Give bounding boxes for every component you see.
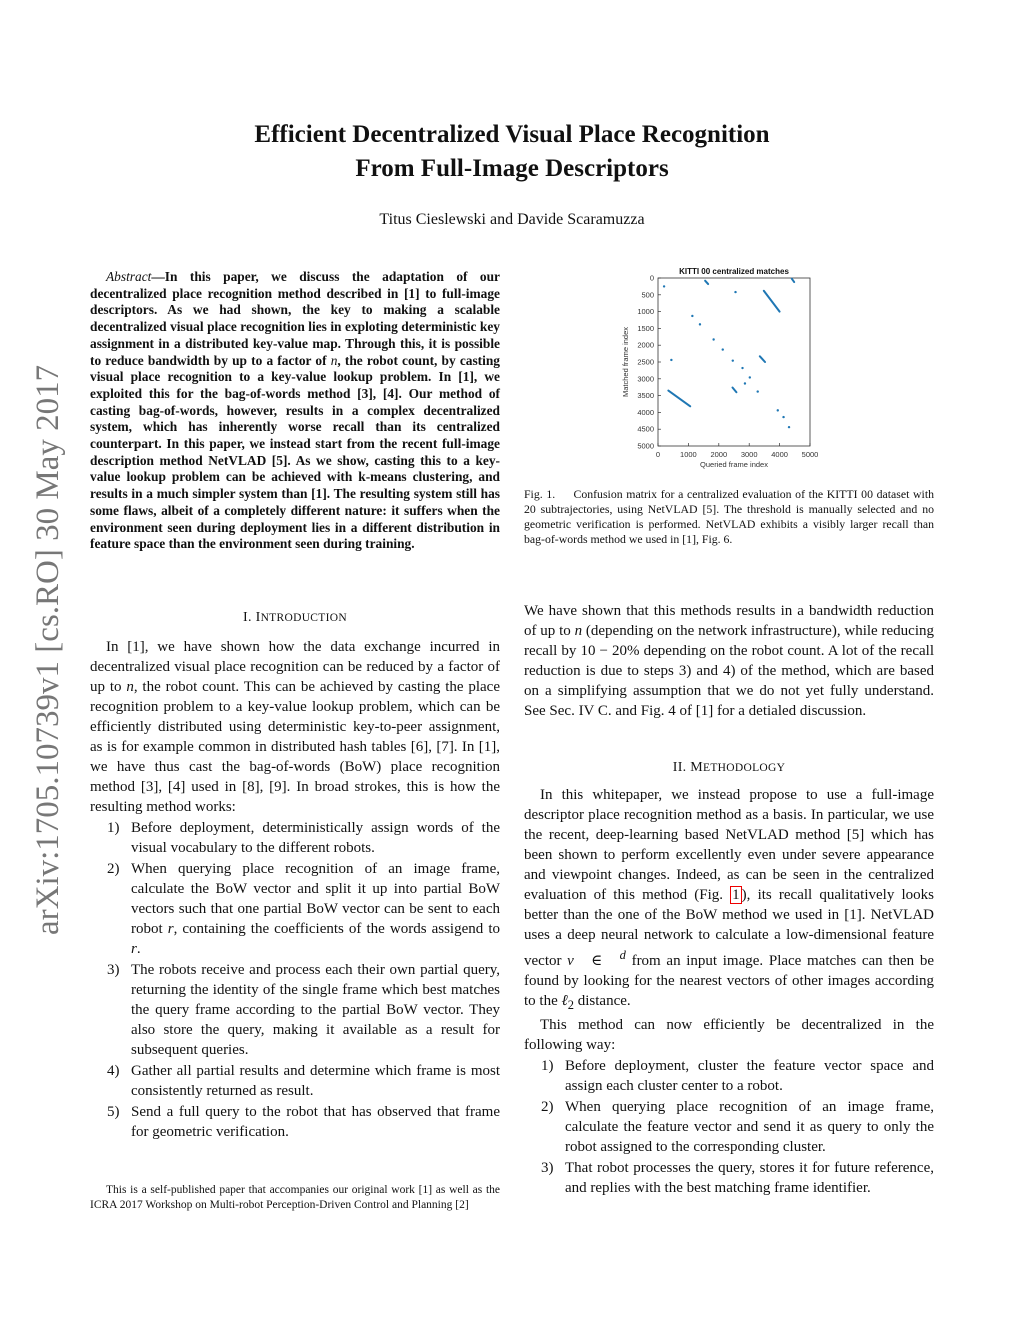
- list-text-b: , containing the coefficients of the words assigend to: [173, 921, 500, 937]
- list-item: [90, 960, 500, 1060]
- x-tick-label: 5000: [801, 450, 819, 459]
- intro-p1a: In [1], we have shown how the data exchange incurred in decentralized visual place recognition can be reduced by a factor of up to: [90, 639, 500, 695]
- list-number: 2): [107, 861, 120, 877]
- y-tick-label: 2000: [637, 340, 654, 350]
- intro-body: [90, 637, 500, 1142]
- method-p1d: distance.: [574, 993, 631, 1009]
- title-line-2: From Full-Image Descriptors: [355, 155, 669, 182]
- abstract-text-2: , the robot count, by casting visual place recognition to a key-value lookup problem. In [1], we exploited this for the bag-of-words method [3], [4]. Our method of casting bag-of-words, however, results in a complex decentralized system, which has inherently worse recall than its centralized counterpart. In this paper, we instead start from the recent full-image description method NetVLAD [5]. As we show, casting this to a key-value lookup problem can be achieved with k-means clustering, and results in a much simpler system than [1]. The resulting system still has some flaws, albeit of a completely different nature: it suffers when the environment seen during deployment lies in a different distribution in feature space than the environment seen during training.: [90, 352, 500, 552]
- intro-heading-first: I: [255, 610, 261, 625]
- y-tick-label: 5000: [637, 441, 654, 451]
- chart-title: KITTI 00 centralized matches: [679, 267, 789, 276]
- y-tick-label: 0: [649, 273, 654, 283]
- match-point: [734, 291, 736, 293]
- method-p1b: ), its recall qualitatively looks better than the one of the BoW method we used in [1]. NetVLAD uses a deep neural network to calculate a low-dimensional feature vector: [524, 887, 934, 969]
- match-point: [749, 376, 751, 378]
- list-number: 1): [541, 1058, 554, 1074]
- x-tick-label: 3000: [740, 450, 758, 459]
- intro-p1-n: n: [126, 679, 134, 695]
- match-point: [788, 426, 790, 428]
- method-norm-sub: 2: [567, 998, 574, 1012]
- y-tick-label: 1000: [637, 307, 654, 317]
- right-p1-range: 10 − 20%: [580, 643, 640, 659]
- confusion-matrix-chart: [600, 262, 930, 472]
- y-tick-label: 500: [641, 290, 654, 300]
- match-point: [777, 409, 779, 411]
- list-text: When querying place recognition of an image frame, calculate the feature vector and send it as query to only the robot assigned to the corresponding cluster.: [565, 1099, 934, 1155]
- x-axis-label: Queried frame index: [700, 460, 768, 469]
- list-var-r: r: [167, 921, 174, 937]
- authors: Titus Cieslewski and Davide Scaramuzza: [379, 211, 645, 228]
- method-heading-rest: ETHODOLOGY: [703, 762, 786, 774]
- title-line-1: Efficient Decentralized Visual Place Recognition: [254, 121, 770, 148]
- list-number: 4): [107, 1063, 120, 1079]
- method-p1c: from an input image. Place matches can then be found by looking for the nearest vectors of other images according to the: [524, 953, 934, 1009]
- list-text: That robot processes the query, stores it for future reference, and replies with the best matching frame identifier.: [565, 1160, 934, 1196]
- list-number: 3): [107, 962, 120, 978]
- list-item: [524, 1158, 934, 1198]
- method-steps-list: [524, 1056, 934, 1198]
- method-vector-symbol: v⃗ ∈ ℝ: [567, 953, 620, 969]
- list-text: Send a full query to the robot that has observed that frame for geometric verification.: [131, 1104, 500, 1140]
- arxiv-identifier: [8, 343, 82, 943]
- abstract-text-1: In this paper, we discuss the adaptation of our decentralized place recognition method described in [1] to full-image descriptors. As we had shown, the key to making a scalable decentralized visual place recognition lies in exploting deterministic key assignment in a distributed key-value map. Through this, it is possible to reduce bandwidth by up to a factor of: [90, 269, 500, 368]
- list-number: 3): [541, 1160, 554, 1176]
- x-tick-label: 0: [655, 450, 661, 459]
- footnote: [90, 1183, 500, 1213]
- x-tick-label: 4000: [771, 450, 788, 459]
- abstract: [90, 269, 500, 553]
- method-vector-dim: d: [619, 948, 626, 962]
- match-point: [757, 390, 759, 392]
- caption-label: Fig. 1.: [524, 487, 556, 501]
- list-item: [90, 1102, 500, 1142]
- list-item: [90, 1061, 500, 1101]
- method-numeral: II.: [672, 760, 691, 775]
- method-heading-first: M: [690, 760, 704, 775]
- list-number: 1): [107, 820, 120, 836]
- x-tick-label: 1000: [680, 450, 697, 459]
- method-body: [524, 785, 934, 1198]
- intro-numeral: I.: [243, 610, 256, 625]
- method-paragraph-1: [524, 785, 934, 1015]
- abstract-math-n: n: [330, 352, 338, 368]
- x-tick-label: 2000: [710, 450, 728, 459]
- list-item: [90, 859, 500, 959]
- match-point: [744, 382, 746, 384]
- match-point: [691, 315, 693, 317]
- intro-paragraph: [90, 637, 500, 817]
- footnote-text: This is a self-published paper that accompanies our original work [1] as well as the ICRA 2017 Workshop on Multi-robot Perception-Driven Control and Planning [2]: [90, 1184, 500, 1211]
- method-p1a: In this whitepaper, we instead propose to use a full-image descriptor place recognition method as a basis. In particular, we use the recent, deep-learning based NetVLAD method [5] which has been shown to perform excellently even under severe appearance and viewpoint changes. Indeed, as can be seen in the centralized evaluation of this method (Fig.: [524, 787, 934, 903]
- list-item: [524, 1097, 934, 1157]
- match-point: [722, 348, 724, 350]
- list-item: [524, 1056, 934, 1096]
- match-point: [712, 338, 714, 340]
- list-text-c: .: [136, 941, 141, 957]
- y-tick-label: 4000: [637, 407, 654, 417]
- list-var-r2: r: [131, 941, 137, 957]
- section-heading-introduction: [90, 608, 500, 628]
- intro-heading-rest: NTRODUCTION: [260, 612, 347, 624]
- list-text: Before deployment, deterministically assign words of the visual vocabulary to the different robots.: [131, 820, 500, 856]
- match-point: [663, 285, 665, 287]
- caption-text: Confusion matrix for a centralized evaluation of the KITTI 00 dataset with 20 subtrajectories, using NetVLAD [5]. The threshold is manually selected and no geometric verification is performed. NetVLAD exhibits a visibly larger recall than bag-of-words method we used in [1], Fig. 6.: [524, 487, 934, 546]
- figure-ref-link[interactable]: 1: [732, 887, 740, 903]
- abstract-dash: —: [151, 269, 165, 284]
- list-text: Before deployment, cluster the feature vector space and assign each cluster center to a robot.: [565, 1058, 934, 1094]
- method-paragraph-2: This method can now efficiently be decentralized in the following way:: [524, 1017, 934, 1053]
- y-tick-label: 4500: [637, 424, 654, 434]
- y-tick-label: 2500: [637, 357, 654, 367]
- list-number: 2): [541, 1099, 554, 1115]
- plot-area: [658, 278, 810, 446]
- list-text: The robots receive and process each their own partial query, returning the identity of the single frame which best matches the query frame according to the partial BoW vector. They also store the query, making it available as a result for subsequent queries.: [131, 962, 500, 1058]
- y-tick-label: 3500: [637, 391, 654, 401]
- right-paragraph-1: [524, 601, 934, 721]
- paper-title: [150, 118, 874, 186]
- method-norm-symbol: ℓ: [561, 993, 568, 1009]
- list-text: When querying place recognition of an image frame, calculate the BoW vector and split it up into partial BoW vectors such that one partial BoW vector can be sent to each robot: [131, 861, 500, 937]
- right-p1-c: depending on the robot count. A lot of the recall reduction is due to steps 3) and 4) of the method, which are based on a simplifying assumption that we do not yet fully understand. See Sec. IV C. and Fig. 4 of [1] for a detialed discussion.: [524, 643, 934, 719]
- list-number: 5): [107, 1104, 120, 1120]
- list-item: [90, 818, 500, 858]
- abstract-label: Abstract: [106, 269, 152, 284]
- intro-steps-list: [90, 818, 500, 1142]
- match-point: [732, 359, 734, 361]
- y-axis-label: Matched frame index: [621, 326, 630, 398]
- match-point: [741, 367, 743, 369]
- section-heading-methodology: [524, 758, 934, 778]
- y-tick-label: 3000: [637, 374, 654, 384]
- match-point: [670, 359, 672, 361]
- figure-caption: [524, 487, 934, 547]
- right-p1-n: n: [574, 623, 583, 639]
- match-point: [699, 323, 701, 325]
- intro-p1b: , the robot count. This can be achieved by casting the place recognition problem to a key-value lookup problem, which can be efficiently distributed using deterministic key-to-peer assignment, as is for example common in distributed hash tables [6], [7]. In [1], we have thus cast the bag-of-words (BoW) place recognition method [3], [4] used in [8], [9]. In broad strokes, this is how the resulting method works:: [90, 679, 500, 815]
- right-p1-a: We have shown that this methods results in a bandwidth reduction of up to: [524, 603, 934, 639]
- y-tick-label: 1500: [637, 323, 654, 333]
- right-p1-b: (depending on the network infrastructure), while reducing recall by: [524, 623, 934, 659]
- match-point: [782, 416, 784, 418]
- list-text: Gather all partial results and determine which frame is most consistently returned as result.: [131, 1063, 500, 1099]
- arxiv-id-text: arXiv:1705.10739v1 [cs.RO] 30 May 2017: [30, 364, 66, 935]
